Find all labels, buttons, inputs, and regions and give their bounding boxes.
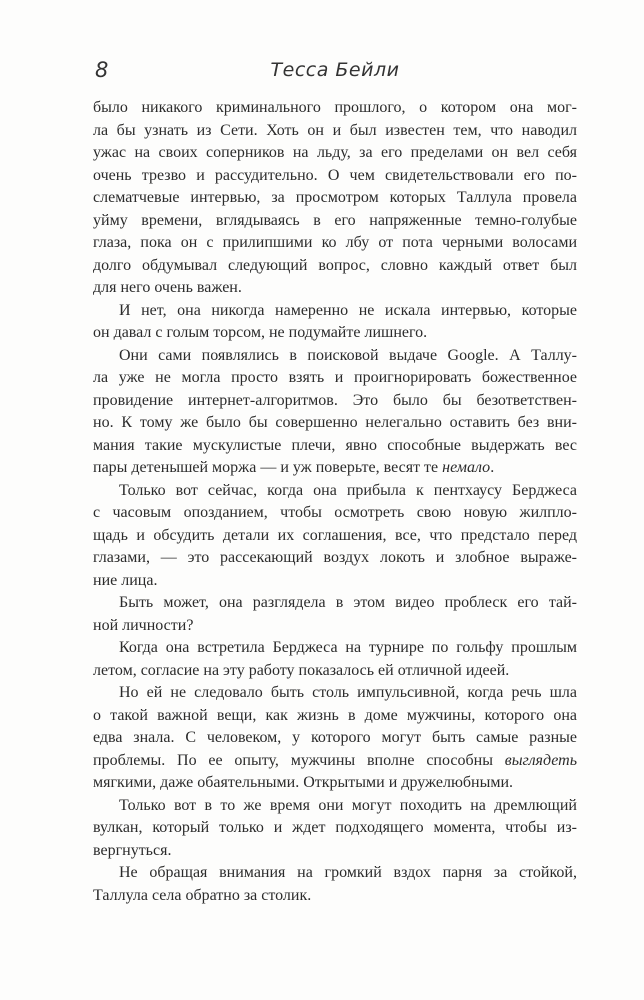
text-line: [93, 592, 577, 615]
text-segment: глаза, пока он с прилипшими ко лбу от пота черными волосами: [93, 234, 577, 251]
text-segment: о такой важной вещи, как жизнь в доме мужчины, которого она: [93, 706, 577, 724]
paragraph: [93, 300, 577, 345]
text-segment: Когда она встретила Берджеса на турнире по гольфу прошлым: [119, 639, 577, 656]
text-line: [93, 300, 577, 323]
text-line: [93, 862, 577, 885]
text-segment: ние лица.: [93, 571, 158, 589]
text-line: [93, 367, 577, 390]
text-segment: Только вот в то же время они могут походить на дремлющий: [119, 796, 577, 814]
text-segment: Но ей не следовало быть столь импульсивной, когда речь шла: [119, 684, 577, 701]
text-line: [93, 322, 577, 345]
text-line: [93, 255, 577, 278]
text-segment: мания такие мускулистые плечи, явно способные выдержать вес: [93, 436, 577, 454]
text-line: [93, 727, 577, 750]
text-segment: Не обращая внимания на громкий вздох парня за стойкой,: [119, 864, 577, 881]
text-line: [93, 615, 577, 638]
text-line: [93, 660, 577, 683]
text-segment: долго обдумывал следующий вопрос, словно каждый ответ был: [93, 256, 577, 274]
text-line: [93, 142, 577, 165]
text-segment: было никакого криминального прошлого, о котором она мог-: [93, 99, 577, 116]
text-line: [93, 412, 577, 435]
paragraph: [93, 862, 577, 907]
text-segment: для него очень важен.: [93, 279, 242, 296]
page-header: [93, 58, 577, 84]
text-line: [93, 840, 577, 863]
text-segment: вергнуться.: [93, 841, 172, 859]
text-line: [93, 502, 577, 525]
text-segment: Только вот сейчас, когда она прибыла к пентхаусу Берджеса: [119, 481, 577, 499]
text-segment: Таллула села обратно за столик.: [93, 886, 312, 904]
text-line: [93, 772, 577, 795]
paragraph: [93, 592, 577, 637]
paragraph: [93, 795, 577, 863]
text-segment: щадь и обсудить детали их соглашения, все, что предстало перед: [93, 526, 577, 544]
text-line: [93, 795, 577, 818]
text-segment: мягкими, даже обаятельными. Открытыми и дружелюбными.: [93, 774, 514, 791]
text-line: [93, 525, 577, 548]
text-segment: ла бы узнать из Сети. Хоть он и был известен тем, что наводил: [93, 121, 577, 139]
text-line: [93, 120, 577, 143]
text-segment: слематчевые интервью, за просмотром которых Таллула провела: [93, 189, 577, 206]
text-segment: но. К тому же было бы совершенно нелегально оставить без вни-: [93, 414, 577, 431]
text-line: [93, 637, 577, 660]
text-segment: ужас на своих соперников на льду, за его пределами он вел себя: [93, 144, 577, 161]
running-head: Тесса Бейли: [270, 59, 400, 81]
text-line: [93, 885, 577, 908]
text-segment: проблемы. По ее опыту, мужчины вполне способны: [93, 751, 505, 769]
text-segment: летом, согласие на эту работу показалось ей отличной идеей.: [93, 661, 510, 679]
text-segment: очень трезво и рассудительно. О чем свидетельствовали его по-: [93, 166, 577, 184]
text-line: [93, 682, 577, 705]
text-line: [93, 187, 577, 210]
text-line: [93, 705, 577, 728]
text-line: [93, 232, 577, 255]
text-segment: немало: [442, 459, 491, 476]
text-segment: Они сами появлялись в поисковой выдаче Google. А Таллу-: [119, 346, 577, 364]
text-segment: с часовым опозданием, чтобы осмотреть свою новую жилпло-: [93, 504, 577, 521]
text-segment: пары детенышей моржа — и уж поверьте, весят те: [93, 459, 443, 476]
text-segment: выглядеть: [504, 751, 577, 769]
text-line: [93, 750, 577, 773]
text-segment: .: [490, 459, 495, 476]
paragraph: [93, 682, 577, 795]
text-line: [93, 817, 577, 840]
text-line: [93, 480, 577, 503]
text-segment: провидение интернет-алгоритмов. Это было бы безответствен-: [93, 391, 577, 409]
paragraph: [93, 345, 577, 480]
text-line: [93, 435, 577, 458]
text-line: [93, 165, 577, 188]
text-segment: глазами, — это рассекающий воздух локоть и злобное выраже-: [93, 549, 577, 566]
page-number: 8: [95, 58, 109, 82]
text-segment: ла уже не могла просто взять и проигнорировать божественное: [93, 369, 577, 386]
text-segment: он давал с голым торсом, не подумайте лишнего.: [93, 324, 428, 341]
text-line: [93, 277, 577, 300]
text-line: [93, 345, 577, 368]
text-segment: уйму времени, вглядываясь в его напряженные темно-голубые: [93, 211, 577, 229]
text-segment: И нет, она никогда намеренно не искала интервью, которые: [119, 301, 577, 319]
paragraph: [93, 480, 577, 593]
text-line: [93, 570, 577, 593]
text-segment: вулкан, который только и ждет подходящего момента, чтобы из-: [93, 819, 577, 836]
body-text: [93, 97, 577, 907]
text-line: [93, 457, 577, 480]
text-segment: едва знала. С человеком, у которого могут быть самые разные: [93, 729, 577, 746]
paragraph: [93, 637, 577, 682]
text-segment: ной личности?: [93, 616, 194, 634]
text-line: [93, 547, 577, 570]
text-line: [93, 97, 577, 120]
text-line: [93, 210, 577, 233]
paragraph: [93, 97, 577, 300]
text-line: [93, 390, 577, 413]
text-segment: Быть может, она разглядела в этом видео проблеск его тай-: [119, 594, 577, 611]
